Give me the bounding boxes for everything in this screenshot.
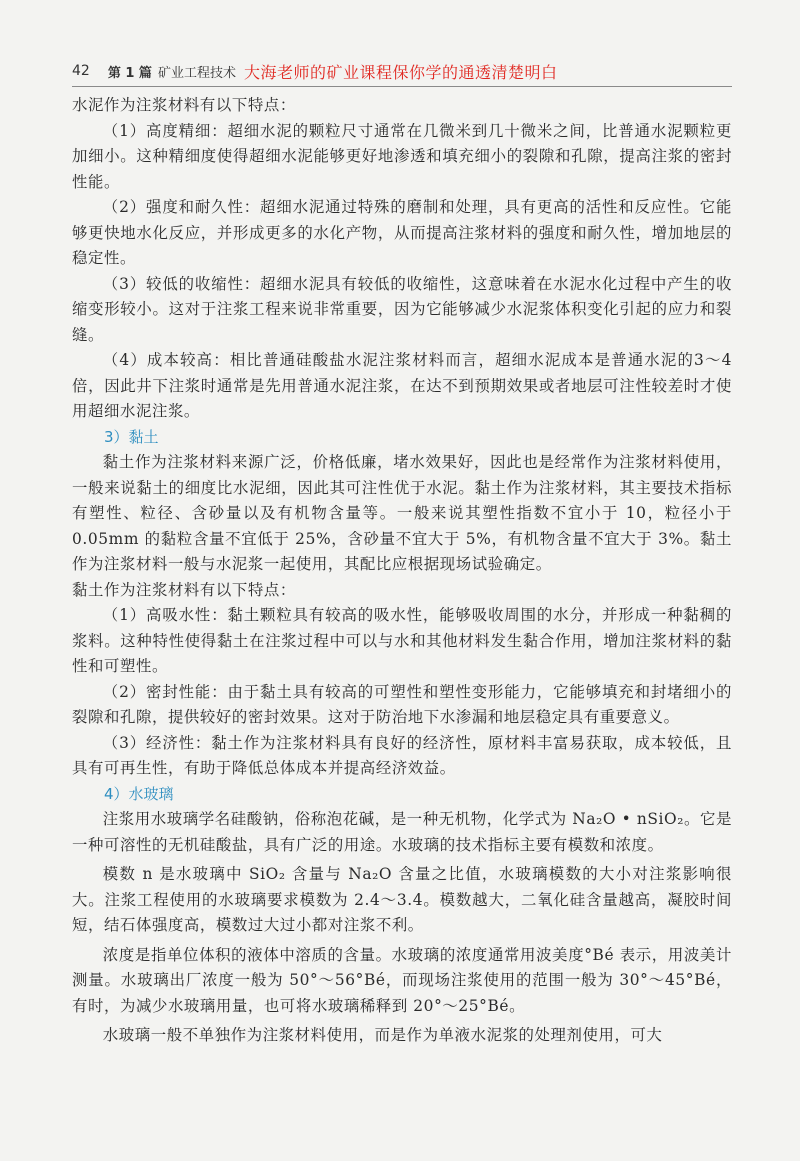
chapter-label: 第 1 篇 [107,65,152,81]
header-rule [72,86,732,87]
book-title: 矿业工程技术 [157,65,236,81]
list-item: （1）高度精细：超细水泥的颗粒尺寸通常在几微米到几十微米之间，比普通水泥颗粒更加细小。这种精细度使得超细水泥能够更好地渗透和填充细小的裂隙和孔隙，提高注浆的密封性能。 [72,121,732,191]
section-heading-clay: 3）黏土 [104,427,159,446]
paragraph: 黏土作为注浆材料有以下特点： [72,580,296,599]
paragraph: 注浆用水玻璃学名硅酸钠，俗称泡花碱，是一种无机物，化学式为 Na₂O • nSiO₂。它是一种可溶性的无机硅酸盐，具有广泛的用途。水玻璃的技术指标主要有模数和浓度。 [72,810,732,854]
list-item: （2）密封性能：由于黏土具有较高的可塑性和塑性变形能力，它能够填充和封堵细小的裂隙和孔隙，提供较好的密封效果。这对于防治地下水渗漏和地层稳定具有重要意义。 [72,682,732,726]
page-number: 42 [72,63,90,79]
page-body [72,93,732,1049]
paragraph: 水玻璃一般不单独作为注浆材料使用，而是作为单液水泥浆的处理剂使用，可大 [102,1026,663,1044]
paragraph: 黏土作为注浆材料来源广泛，价格低廉，堵水效果好，因此也是经常作为注浆材料使用，一般来说黏土的细度比水泥细，因此其可注性优于水泥。黏土作为注浆材料，其主要技术指标有塑性、粒径、含砂量以及有机物含量等。一般来说其塑性指数不宜小于 10，粒径小于 0.05mm 的黏粒含量不宜低于 25%，含砂量不宜大于 5%，有机物含量不宜大于 3%。黏土作为注浆材料一般与水泥浆一起使用，其配比应根据现场试验确定。 [72,453,732,573]
running-header [72,58,732,84]
list-item: （3）较低的收缩性：超细水泥具有较低的收缩性，这意味着在水泥水化过程中产生的收缩变形较小。这对于注浆工程来说非常重要，因为它能够减少水泥浆体积变化引起的应力和裂缝。 [72,274,732,344]
list-item: （1）高吸水性：黏土颗粒具有较高的吸水性，能够吸收周围的水分，并形成一种黏稠的浆料。这种特性使得黏土在注浆过程中可以与水和其他材料发生黏合作用，增加注浆材料的黏性和可塑性。 [72,606,732,675]
paragraph: 水泥作为注浆材料有以下特点： [72,96,296,114]
paragraph: 浓度是指单位体积的液体中溶质的含量。水玻璃的浓度通常用波美度°Bé 表示，用波美计测量。水玻璃出厂浓度一般为 50°～56°Bé，而现场注浆使用的范围一般为 30°～45°Bé，有时，为减少水玻璃用量，也可将水玻璃稀释到 20°～25°Bé。 [72,945,732,1015]
list-item: （4）成本较高：相比普通硅酸盐水泥注浆材料而言，超细水泥成本是普通水泥的3～4倍，因此井下注浆时通常是先用普通水泥注浆，在达不到预期效果或者地层可注性较差时才使用超细水泥注浆。 [72,351,732,420]
list-item: （2）强度和耐久性：超细水泥通过特殊的磨制和处理，具有更高的活性和反应性。它能够更快地水化反应，并形成更多的水化产物，从而提高注浆材料的强度和耐久性，增加地层的稳定性。 [72,198,732,267]
paragraph: 模数 n 是水玻璃中 SiO₂ 含量与 Na₂O 含量之比值，水玻璃模数的大小对注浆影响很大。注浆工程使用的水玻璃要求模数为 2.4～3.4。模数越大，二氧化硅含量越高，凝胶时间短，结石体强度高，模数过大过小都对注浆不利。 [72,865,732,934]
watermark-text: 大海老师的矿业课程保你学的通透清楚明白 [243,62,558,82]
section-heading-water-glass: 4）水玻璃 [104,784,174,803]
list-item: （3）经济性：黏土作为注浆材料具有良好的经济性，原材料丰富易获取，成本较低，且具有可再生性，有助于降低总体成本并提高经济效益。 [72,733,732,777]
